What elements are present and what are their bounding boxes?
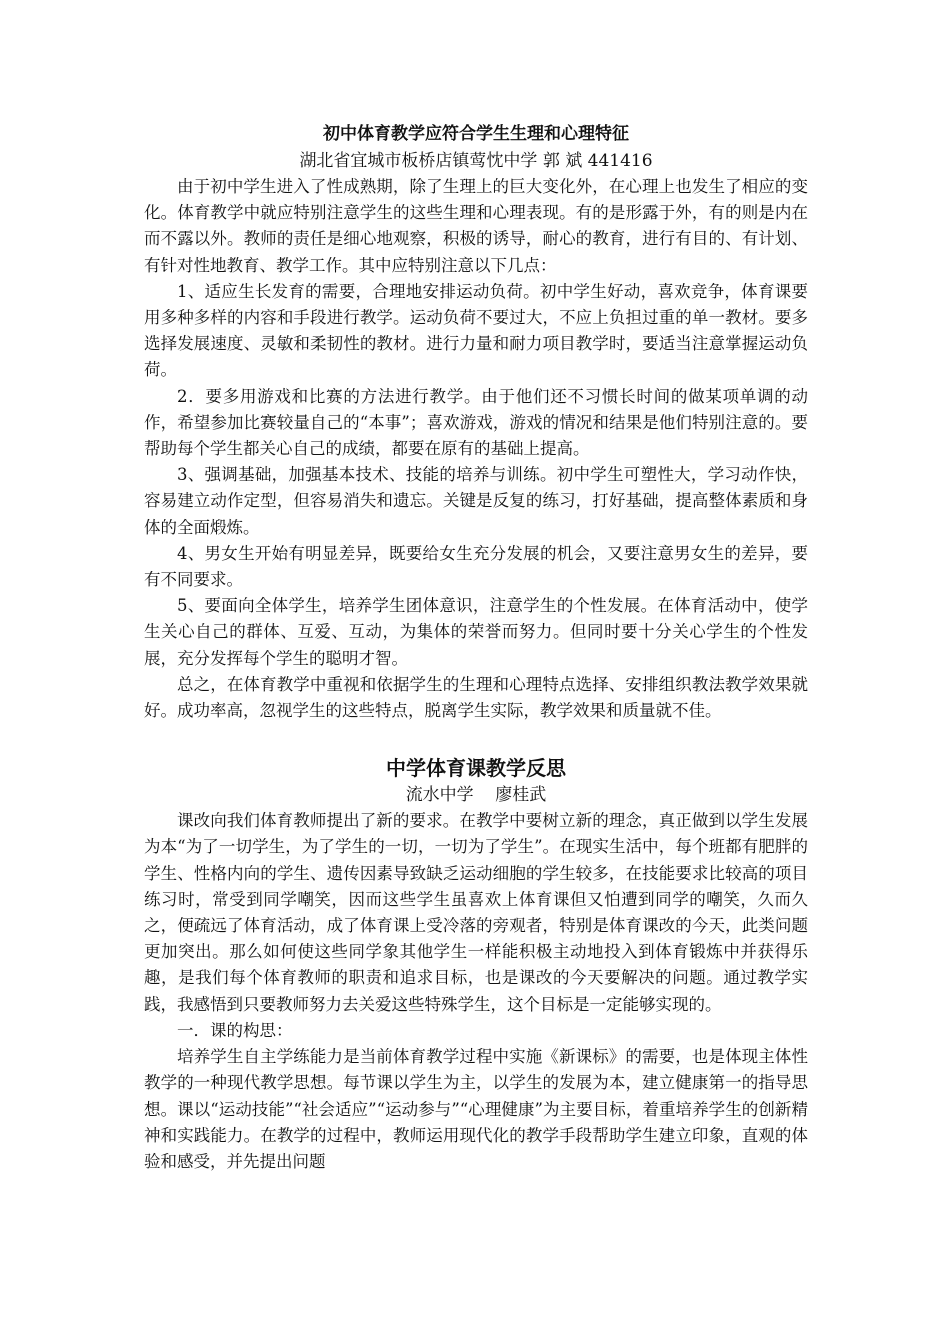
article1-paragraph-point3: 3、强调基础，加强基本技术、技能的培养与训练。初中学生可塑性大，学习动作快，容易建立动作定型，但容易消失和遗忘。关键是反复的练习，打好基础，提高整体素质和身体的全面煅炼。	[144, 465, 808, 537]
article2-paragraph-intro: 课改向我们体育教师提出了新的要求。在教学中要树立新的理念，真正做到以学生发展为本“为了一切学生，为了学生的一切，一切为了学生”。在现实生活中，每个班都有肥胖的学生、性格内向的学生、遗传因素导致缺乏运动细胞的学生较多，在技能要求比较高的项目练习时，常受到同学嘲笑，因而这些学生虽喜欢上体育课但又怕遭到同学的嘲笑，久而久之，便疏远了体育活动，成了体育课上受冷落的旁观者，特别是体育课改的今天，此类问题更加突出。那么如何使这些同学象其他学生一样能积极主动地投入到体育锻炼中并获得乐趣，是我们每个体育教师的职责和追求目标，也是课改的今天要解决的问题。通过教学实践，我感悟到只要教师努力去关爱这些特殊学生，这个目标是一定能够实现的。	[144, 811, 808, 1014]
article1-paragraph-intro: 由于初中学生进入了性成熟期，除了生理上的巨大变化外，在心理上也发生了相应的变化。体育教学中就应特别注意学生的这些生理和心理表现。有的是形露于外，有的则是内在而不露以外。教师的责任是细心地观察，积极的诱导，耐心的教育，进行有目的、有计划、有针对性地教育、教学工作。其中应特别注意以下几点：	[144, 177, 808, 275]
article2-paragraph-body: 培养学生自主学练能力是当前体育教学过程中实施《新课标》的需要，也是体现主体性教学的一种现代教学思想。每节课以学生为主，以学生的发展为本，建立健康第一的指导思想。课以“运动技能”“社会适应”“运动参与”“心理健康”为主要目标，着重培养学生的创新精神和实践能力。在教学的过程中，教师运用现代化的教学手段帮助学生建立印象，直观的体验和感受，并先提出问题	[144, 1047, 808, 1171]
article1-title: 初中体育教学应符合学生生理和心理特征	[323, 124, 629, 144]
article1-paragraph-point4: 4、男女生开始有明显差异，既要给女生充分发展的机会，又要注意男女生的差异，要有不同要求。	[144, 543, 808, 590]
article-separator	[144, 724, 808, 750]
article2-section-heading: 一．课的构思：	[177, 1020, 293, 1040]
document-page	[144, 120, 808, 1175]
article1-paragraph-point1: 1、适应生长发育的需要，合理地安排运动负荷。初中学生好动，喜欢竞争，体育课要用多种多样的内容和手段进行教学。运动负荷不要过大，不应上负担过重的单一教材。要多选择发展速度、灵敏和柔韧性的教材。进行力量和耐力项目教学时，要适当注意掌握运动负荷。	[144, 281, 808, 380]
article2-byline: 流水中学 廖桂武	[405, 785, 547, 806]
article1-paragraph-point5: 5、要面向全体学生，培养学生团体意识，注意学生的个性发展。在体育活动中，使学生关心自己的群体、互爱、互动，为集体的荣誉而努力。但同时要十分关心学生的个性发展，充分发挥每个学生的聪明才智。	[144, 596, 808, 668]
article1-paragraph-point2: 2．要多用游戏和比赛的方法进行教学。由于他们还不习惯长时间的做某项单调的动作，希望参加比赛较量自己的“本事”；喜欢游戏，游戏的情况和结果是他们特别注意的。要帮助每个学生都关心自己的成绩，都要在原有的基础上提高。	[144, 386, 808, 459]
article1-paragraph-summary: 总之，在体育教学中重视和依据学生的生理和心理特点选择、安排组织教法教学效果就好。成功率高，忽视学生的这些特点，脱离学生实际，教学效果和质量就不佳。	[144, 674, 808, 721]
article1-byline: 湖北省宜城市板桥店镇莺忱中学 郭 斌 441416	[299, 151, 653, 171]
article2-title: 中学体育课教学反思	[386, 756, 566, 781]
